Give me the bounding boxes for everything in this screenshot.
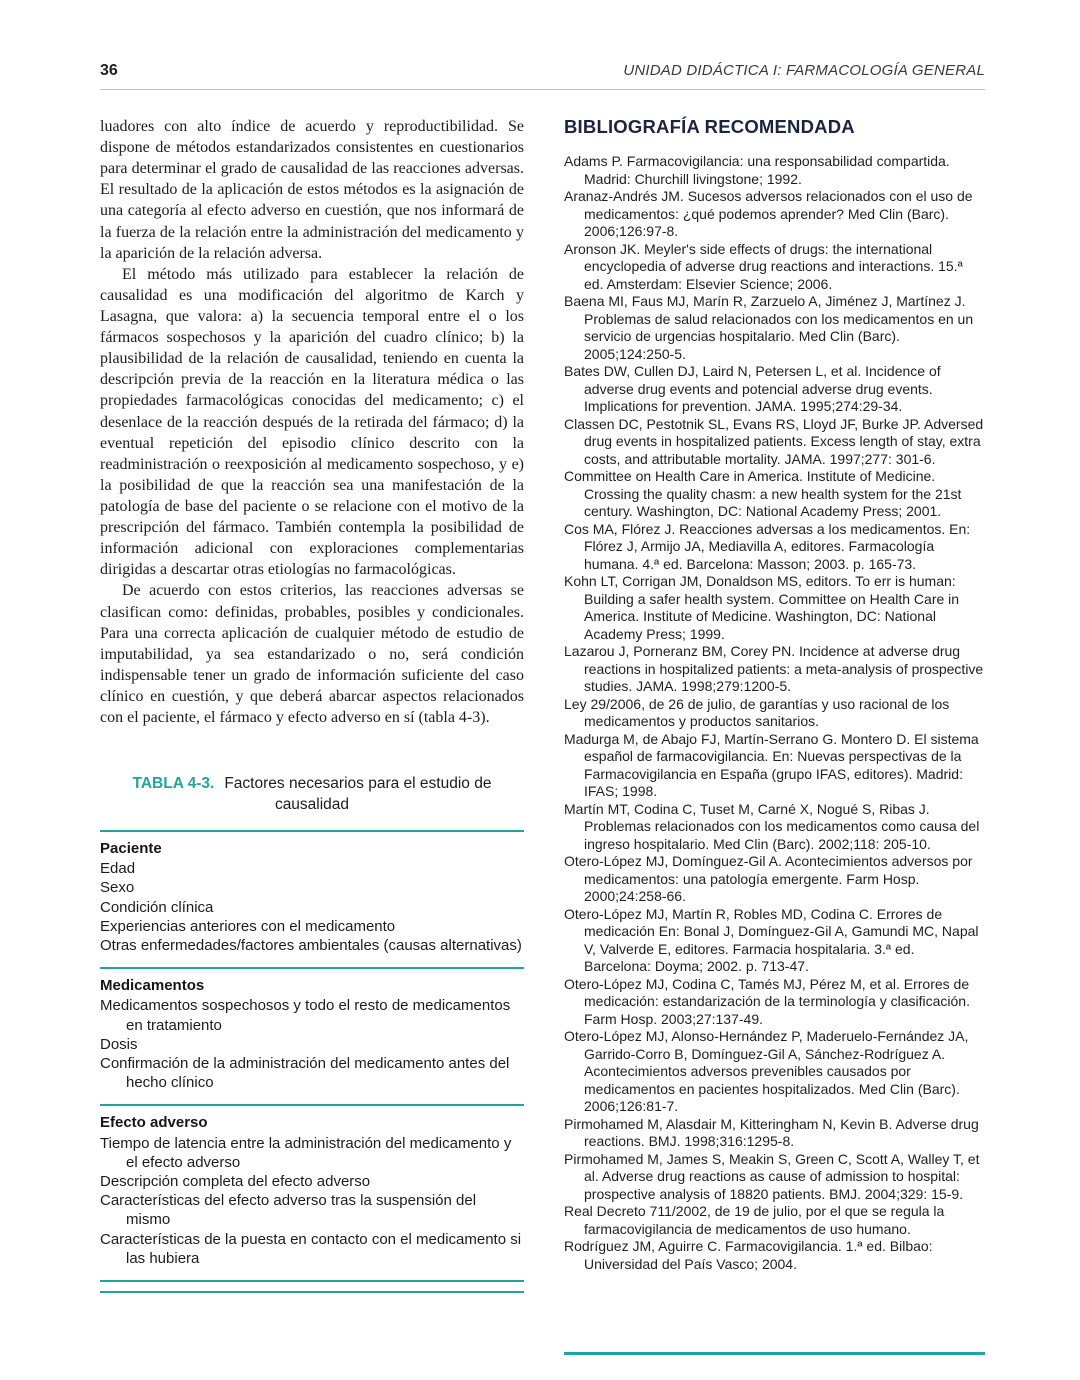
reference-item: Pirmohamed M, James S, Meakin S, Green C, Scott A, Walley T, et al. Adverse drug reactions as cause of admission to hospital: prospective analysis of 18820 patients. BMJ. 2004;329: 15-9. bbox=[564, 1150, 980, 1202]
reference-item: Aronson JK. Meyler's side effects of drugs: the international encyclopedia of adverse drug reactions and interactions. 15.ª ed. Amsterdam: Elsevier Science; 2006. bbox=[564, 240, 963, 292]
body-text bbox=[100, 116, 524, 728]
table-item: Confirmación de la administración del medicamento antes del hecho clínico bbox=[100, 1055, 510, 1092]
header-divider bbox=[100, 89, 985, 90]
page-header bbox=[100, 62, 985, 80]
table-item: Tiempo de latencia entre la administración del medicamento y el efecto adverso bbox=[100, 1134, 512, 1171]
table-item: Características del efecto adverso tras la suspensión del mismo bbox=[100, 1192, 477, 1229]
content-columns bbox=[100, 116, 985, 1293]
reference-item: Pirmohamed M, Alasdair M, Kitteringham N, Kevin B. Adverse drug reactions. BMJ. 1998;316:1295-8. bbox=[564, 1115, 979, 1149]
reference-item: Cos MA, Flórez J. Reacciones adversas a los medicamentos. En: Flórez J, Armijo JA, Mediavilla A, editores. Farmacología humana. 4.ª ed. Barcelona: Masson; 2003. p. 165-73. bbox=[564, 520, 971, 572]
table-item: Características de la puesta en contacto con el medicamento si las hubiera bbox=[100, 1230, 522, 1267]
table-section-heading: Paciente bbox=[100, 840, 162, 858]
paragraph: luadores con alto índice de acuerdo y reproductibilidad. Se dispone de métodos estandarizados consistentes en cuestionarios para determinar el grado de causalidad de las reacciones adversas. El resultado de la aplicación de estos métodos es la asignación de una categoría al efecto adverso en cuestión, que nos informará de la fuerza de la relación entre la administración del medicamento y la aparición de la relación adversa. bbox=[100, 118, 524, 262]
paragraph: El método más utilizado para establecer la relación de causalidad es una modificación del algoritmo de Karch y Lasagna, que valora: a) la secuencia temporal entre el o los fármacos sospechosos y la aparición del cuadro clínico; b) la plausibilidad de la relación de causalidad, teniendo en cuenta la descripción previa de la reacción en la literatura médica o las propiedades farmacológicas conocidas del medicamento; c) el desenlace de la reacción después de la retirada del fármaco; d) la eventual repetición del episodio clínico descrito con la readministración o reexposición al medicamento sospechoso, y e) la posibilidad de que la reacción sea una manifestación de la patología de base del paciente o se relacione con el motivo de la prescripción del fármaco. También contempla la posibilidad de información adicional con exploraciones complementarias dirigidas a descartar otras etiologías no farmacológicas. bbox=[100, 265, 524, 579]
table-item: Condición clínica bbox=[100, 898, 214, 916]
reference-item: Ley 29/2006, de 26 de julio, de garantías y uso racional de los medicamentos y productos sanitarios. bbox=[564, 695, 950, 729]
table-item: Medicamentos sospechosos y todo el resto de medicamentos en tratamiento bbox=[100, 997, 511, 1034]
reference-item: Martín MT, Codina C, Tuset M, Carné X, Nogué S, Ribas J. Problemas relacionados con los medicamentos como causa del ingreso hospitalario. Med Clin (Barc). 2002;118: 205-10. bbox=[564, 800, 980, 852]
reference-item: Aranaz-Andrés JM. Sucesos adversos relacionados con el uso de medicamentos: ¿qué podemos aprender? Med Clin (Barc). 2006;126:97-8. bbox=[564, 188, 973, 239]
reference-item: Otero-López MJ, Martín R, Robles MD, Codina C. Errores de medicación En: Bonal J, Domínguez-Gil A, Gamundi MC, Napal V, Valverde E, editores. Farmacia hospitalaria. 3.ª ed. Barcelona: Doyma; 2002. p. 713-47. bbox=[564, 905, 979, 974]
bottom-page-rule bbox=[564, 1352, 985, 1355]
table-title: Factores necesarios para el estudio de causalidad bbox=[224, 775, 492, 814]
page-number: 36 bbox=[100, 62, 118, 79]
table-item: Edad bbox=[100, 860, 136, 878]
reference-item: Real Decreto 711/2002, de 19 de julio, por el que se regula la farmacovigilancia de medicamentos de uso humano. bbox=[564, 1203, 945, 1237]
table-end-rule bbox=[100, 1291, 524, 1293]
table-4-3 bbox=[100, 774, 524, 1293]
reference-item: Lazarou J, Porneranz BM, Corey PN. Incidence at adverse drug reactions in hospitalized patients: a meta-analysis of prospective studies. JAMA. 1998;279:1200-5. bbox=[564, 643, 984, 694]
paragraph: De acuerdo con estos criterios, las reacciones adversas se clasifican como: definidas, probables, posibles y condicionales. Para una correcta aplicación de cualquier método de estudio de imputabilidad, ya sea estandarizado o no, será condición indispensable tener un grado de información suficiente del caso clínico en cuestión, y que deberá abarcar aspectos relacionados con el paciente, el fármaco y efecto adverso en sí (tabla 4-3). bbox=[100, 582, 524, 727]
table-section bbox=[100, 967, 524, 1104]
reference-list bbox=[564, 153, 985, 1273]
right-column bbox=[564, 116, 985, 1293]
reference-item: Rodríguez JM, Aguirre C. Farmacovigilancia. 1.ª ed. Bilbao: Universidad del País Vasco; 2004. bbox=[564, 1238, 933, 1272]
reference-item: Committee on Health Care in America. Institute of Medicine. Crossing the quality chasm: a new health system for the 21st century. Washington, DC: National Academy Press; 2001. bbox=[564, 468, 962, 519]
reference-item: Otero-López MJ, Domínguez-Gil A. Acontecimientos adversos por medicamentos: una patología emergente. Farm Hosp. 2000;24:258-66. bbox=[564, 853, 973, 904]
reference-item: Bates DW, Cullen DJ, Laird N, Petersen L, et al. Incidence of adverse drug events and potencial adverse drug events. Implications for prevention. JAMA. 1995;274:29-34. bbox=[564, 363, 941, 414]
table-item: Otras enfermedades/factores ambientales (causas alternativas) bbox=[100, 937, 522, 955]
reference-item: Adams P. Farmacovigilancia: una responsabilidad compartida. Madrid: Churchill livingstone; 1992. bbox=[564, 153, 950, 187]
table-body bbox=[100, 830, 524, 1282]
reference-item: Otero-López MJ, Alonso-Hernández P, Maderuelo-Fernández JA, Garrido-Corro B, Domínguez-Gil A, Sánchez-Rodríguez A. Acontecimientos adversos prevenibles causados por medicamentos en pacientes hospitalizados. Med Clin (Barc). 2006;126:81-7. bbox=[564, 1028, 969, 1114]
table-item: Sexo bbox=[100, 879, 135, 897]
left-column bbox=[100, 116, 524, 1293]
table-section-heading: Efecto adverso bbox=[100, 1114, 208, 1132]
table-item: Dosis bbox=[100, 1035, 138, 1053]
table-section-heading: Medicamentos bbox=[100, 977, 205, 995]
bibliography-heading: BIBLIOGRAFÍA RECOMENDADA bbox=[564, 116, 855, 137]
running-head: UNIDAD DIDÁCTICA I: FARMACOLOGÍA GENERAL bbox=[623, 62, 985, 79]
table-label: TABLA 4-3. bbox=[132, 775, 215, 793]
table-section bbox=[100, 1104, 524, 1280]
table-caption bbox=[100, 774, 524, 816]
reference-item: Classen DC, Pestotnik SL, Evans RS, Lloyd JF, Burke JP. Adversed drug events in hospitalized patients. Excess length of stay, extra costs, and attributable mortality. JAMA. 1997;277: 301-6. bbox=[564, 415, 984, 467]
table-item: Descripción completa del efecto adverso bbox=[100, 1173, 371, 1191]
reference-item: Kohn LT, Corrigan JM, Donaldson MS, editors. To err is human: Building a safer health system. Committee on Health Care in America. Institute of Medicine. Washington, DC: National Academy Press; 1999. bbox=[564, 573, 960, 642]
reference-item: Baena MI, Faus MJ, Marín R, Zarzuelo A, Jiménez J, Martínez J. Problemas de salud relacionados con los medicamentos en un servicio de urgencias hospitalario. Med Clin (Barc). 2005;124:250-5. bbox=[564, 293, 974, 362]
table-section bbox=[100, 830, 524, 967]
reference-item: Madurga M, de Abajo FJ, Martín-Serrano G. Montero D. El sistema español de farmacovigilancia. En: Nuevas perspectivas de la Farmacovigilancia en España (grupo IFAS, editores). Madrid: IFAS; 1998. bbox=[564, 730, 979, 799]
table-item: Experiencias anteriores con el medicamento bbox=[100, 917, 396, 935]
reference-item: Otero-López MJ, Codina C, Tamés MJ, Pérez M, et al. Errores de medicación: estandarización de la terminología y clasificación. Farm Hosp. 2003;27:137-49. bbox=[564, 975, 970, 1027]
